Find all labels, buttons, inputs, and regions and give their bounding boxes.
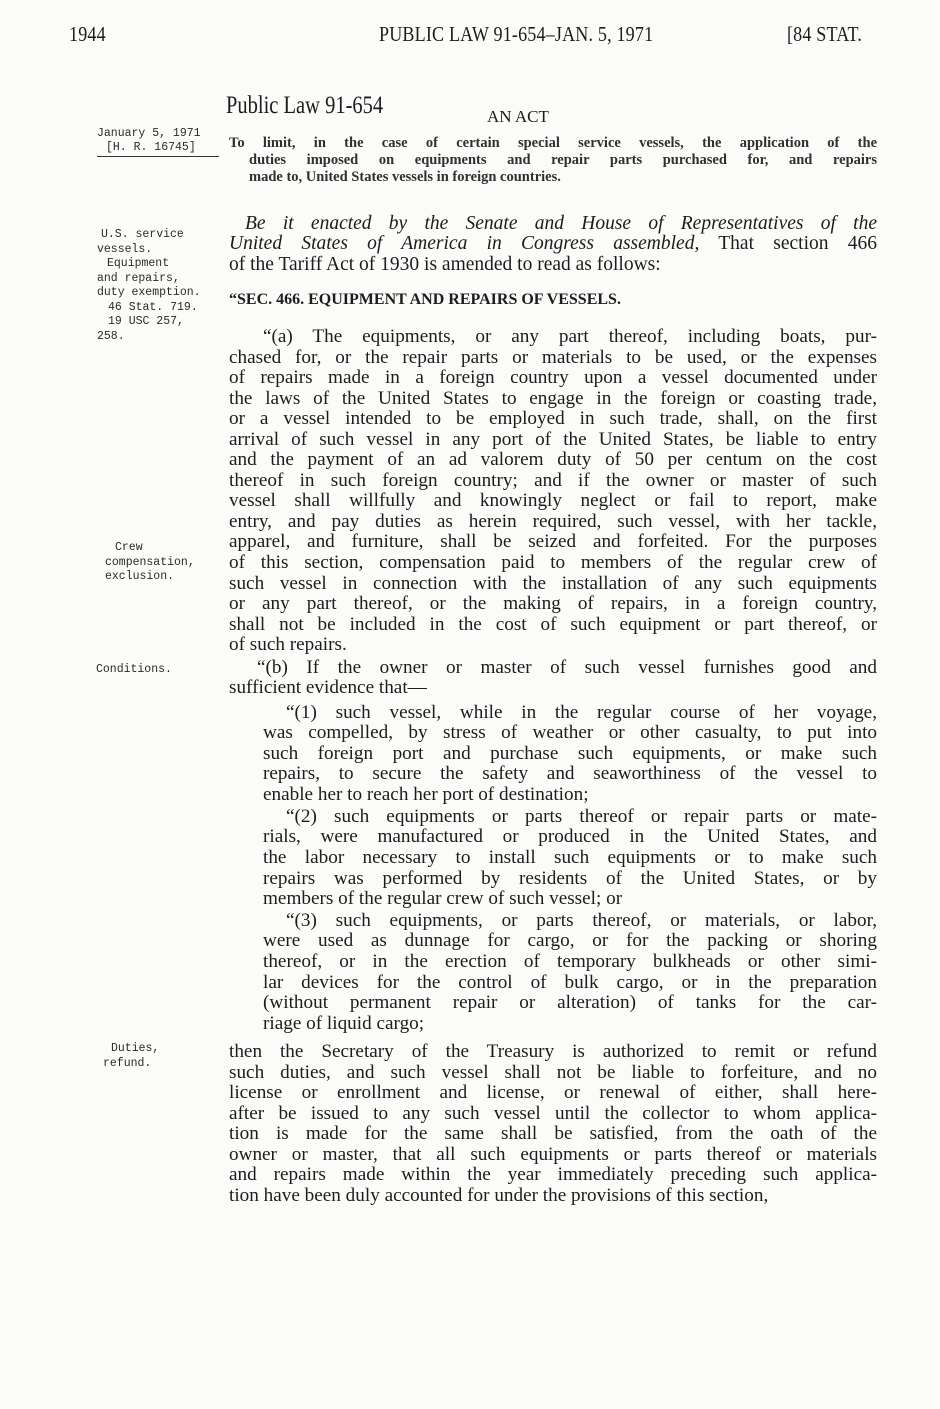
text-line: “(a) The equipments, or any part thereof, including boats, pur-: [263, 326, 877, 347]
text-line: or any part thereof, or the making of repairs, in a foreign country,: [229, 593, 877, 615]
enacting-rest: That section 466: [699, 233, 877, 255]
act-title-line: duties imposed on equipments and repair parts purchased for, and repairs: [249, 152, 877, 168]
margin-note-line: Crew: [115, 541, 143, 554]
enacting-line: Be it enacted by the Senate and House of Representatives of the: [245, 213, 877, 234]
text-line: thereof, or in the erection of temporary bulkheads or other simi-: [263, 951, 877, 972]
act-title-line: To limit, in the case of certain special service vessels, the application of the: [229, 135, 877, 151]
act-title-line: made to, United States vessels in foreign countries.: [249, 169, 561, 185]
text-line: such foreign port and purchase such equipments, or make such: [263, 742, 877, 764]
text-line: vessel shall willfully and knowingly neglect or fail to report, make: [229, 490, 877, 512]
paragraph-b2: [229, 807, 877, 910]
margin-note-line: 258.: [97, 329, 125, 343]
text-line: of repairs made in a foreign country upon a vessel documented under: [229, 367, 877, 389]
act-date: January 5, 1971: [97, 127, 201, 140]
enacting-clause: [229, 214, 877, 275]
text-line: tion is made for the same shall be satisfied, from the oath of the: [229, 1123, 877, 1145]
text-line: lar devices for the control of bulk cargo, or in the preparation: [263, 971, 877, 993]
statute-reference: [84 STAT.: [787, 22, 863, 46]
text-line: “(b) If the owner or master of such vessel furnishes good and: [257, 656, 877, 678]
text-line: riage of liquid cargo;: [263, 1012, 425, 1034]
paragraph-b1: [229, 703, 877, 806]
text-line: enable her to reach her port of destination;: [263, 784, 589, 806]
text-line: repairs, to secure the safety and seaworthiness of the vessel to: [263, 763, 877, 785]
margin-note-service-vessels: [97, 228, 201, 344]
text-line: the laws of the United States to engage in the foreign or coasting trade,: [229, 387, 877, 409]
margin-note-line: Duties,: [111, 1042, 160, 1055]
text-line: the labor necessary to install such equipments or to make such: [263, 846, 877, 868]
text-line: such vessel in connection with the installation of any such equipments: [229, 572, 877, 594]
paragraph-then: [229, 1042, 877, 1206]
section-heading: “SEC. 466. EQUIPMENT AND REPAIRS OF VESSELS.: [229, 291, 621, 308]
margin-note-line: Equipment: [107, 257, 170, 270]
text-line: of this section, compensation paid to members of the regular crew of: [229, 552, 877, 574]
margin-rule: [97, 156, 219, 157]
text-line: chased for, or the repair parts or materials to be used, or the expenses: [229, 346, 877, 368]
text-line: owner or master, that all such equipments or parts thereof or materials: [229, 1143, 877, 1165]
margin-note-line: Conditions.: [96, 663, 172, 676]
margin-note-crew: [105, 541, 195, 585]
paragraph-b: [229, 658, 877, 699]
margin-note-line: 19 USC 257,: [108, 315, 184, 328]
section-body: [229, 327, 877, 1208]
margin-note-line: compensation,: [105, 555, 195, 569]
text-line: (without permanent repair or alteration) of tanks for the car-: [263, 992, 877, 1014]
bill-number: [H. R. 16745]: [106, 141, 196, 154]
text-line: shall not be included in the cost of such equipment or part thereof, or: [229, 613, 877, 635]
margin-note-duties: [103, 1042, 159, 1071]
paragraph-b3: [229, 911, 877, 1034]
margin-note-line: 46 Stat. 719.: [108, 300, 198, 314]
margin-note-line: duty exemption.: [97, 286, 201, 299]
text-line: tion have been duly accounted for under the provisions of this section,: [229, 1185, 769, 1207]
enacting-italic: United States of America in Congress assembled,: [229, 233, 700, 255]
text-line: was compelled, by stress of weather or other casualty, to put into: [263, 722, 877, 744]
text-line: arrival of such vessel in any port of the United States, be liable to entry: [229, 428, 877, 450]
margin-note-line: and repairs,: [97, 271, 180, 285]
text-line: thereof in such foreign country; and if the owner or master of such: [229, 469, 877, 491]
text-line: entry, and pay duties as herein required, such vessel, with her tackle,: [229, 510, 877, 532]
enacting-line: [229, 234, 877, 254]
running-title: PUBLIC LAW 91-654–JAN. 5, 1971: [379, 22, 654, 46]
margin-note-conditions: [96, 663, 172, 678]
text-line: rials, were manufactured or produced in the United States, and: [263, 826, 877, 848]
text-line: were used as dunnage for cargo, or for the packing or shoring: [263, 930, 877, 952]
text-line: and repairs made within the year immediately preceding such applica-: [229, 1164, 877, 1186]
text-line: after be issued to any such vessel until the collector to whom applica-: [229, 1102, 877, 1124]
text-line: or a vessel intended to be employed in such trade, shall, on the first: [229, 408, 877, 430]
page-number: 1944: [69, 22, 106, 46]
an-act-heading: AN ACT: [487, 107, 549, 126]
text-line: repairs was performed by residents of the United States, or by: [263, 867, 877, 889]
law-number: Public Law 91-654: [226, 92, 384, 119]
text-line: sufficient evidence that—: [229, 677, 427, 699]
text-line: such duties, and such vessel shall not be liable to forfeiture, and no: [229, 1061, 877, 1083]
text-line: “(3) such equipments, or parts thereof, or materials, or labor,: [286, 909, 877, 931]
text-line: apparel, and furniture, shall be seized and forfeited. For the purposes: [229, 531, 877, 553]
enacting-line: of the Tariff Act of 1930 is amended to read as follows:: [229, 253, 661, 275]
margin-note-line: exclusion.: [105, 570, 175, 583]
act-title: [229, 135, 877, 186]
margin-note-line: U.S. service: [101, 228, 184, 241]
text-line: then the Secretary of the Treasury is authorized to remit or refund: [229, 1041, 877, 1063]
text-line: “(1) such vessel, while in the regular course of her voyage,: [286, 701, 877, 723]
text-line: “(2) such equipments or parts thereof or repair parts or mate-: [286, 805, 877, 827]
margin-note-line: refund.: [103, 1056, 152, 1070]
text-line: and the payment of an ad valorem duty of 50 per centum on the cost: [229, 449, 877, 471]
text-line: members of the regular crew of such vessel; or: [263, 888, 623, 910]
margin-note-line: vessels.: [97, 242, 153, 256]
text-line: license or enrollment and license, or renewal of either, shall here-: [229, 1082, 877, 1104]
paragraph-a: [229, 327, 877, 656]
text-line: of such repairs.: [229, 634, 347, 656]
